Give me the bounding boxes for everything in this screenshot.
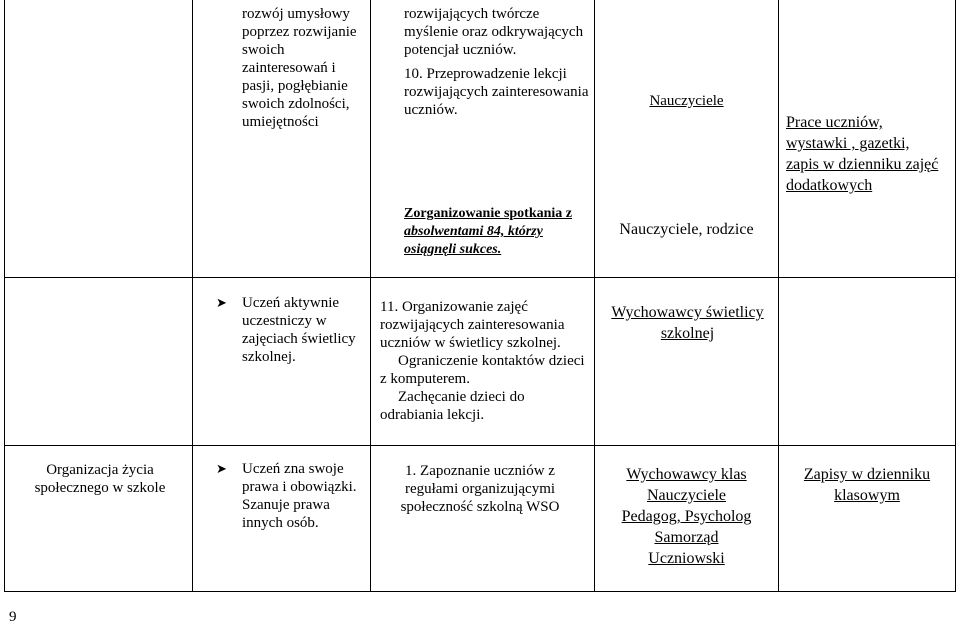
row3-col4-line3: Pedagog, Psycholog xyxy=(621,508,752,525)
row3-col2-text: Uczeń zna swoje prawa i obowiązki. Szanuje prawa innych osób. xyxy=(242,461,357,531)
table-border-bottom xyxy=(4,591,956,592)
row2-col3-a: 11. Organizowanie zajęć rozwijających zainteresowania uczniów w świetlicy szkolnej. xyxy=(380,299,565,351)
bullet-arrow-icon: ➤ xyxy=(216,295,227,310)
row3-col4-line4: Samorząd xyxy=(654,529,719,546)
row3-col4-line2: Nauczyciele xyxy=(646,487,727,504)
row3-col4-line5: Uczniowski xyxy=(648,550,725,567)
row1-col3-bold-cell xyxy=(404,205,589,259)
row1-col4-a: Nauczyciele xyxy=(649,93,724,109)
row1-col5: Prace uczniów, wystawki , gazetki, zapis w dzienniku zajęć dodatkowych xyxy=(786,114,939,194)
row3-col4 xyxy=(595,464,778,569)
row1-col3-item10: 10. Przeprowadzenie lekcji rozwijających zainteresowania uczniów. xyxy=(404,66,589,118)
row3-col4-line1: Wychowawcy klas xyxy=(626,466,747,483)
page-number: 9 xyxy=(9,609,17,625)
column-divider-4 xyxy=(778,0,779,592)
row3-col3: 1. Zapoznanie uczniów z regułami organizującymi społeczność szkolną WSO xyxy=(400,463,560,515)
row3-col1: Organizacja życia społecznego w szkole xyxy=(34,462,166,496)
column-divider-1 xyxy=(192,0,193,592)
row1-col3-top: rozwijających twórcze myślenie oraz odkrywających potencjał uczniów. xyxy=(404,6,584,58)
row1-col2-text: rozwój umysłowy poprzez rozwijanie swoich zainteresowań i pasji, pogłębianie swoich zdolności, umiejętności xyxy=(242,6,357,130)
row2-col4: Wychowawcy świetlicy szkolnej xyxy=(611,304,764,342)
row2-col3-b: Ograniczenie kontaktów dzieci z komputerem. xyxy=(380,353,585,387)
bullet-arrow-icon: ➤ xyxy=(216,461,227,476)
row2-col3-cell xyxy=(380,298,585,424)
row1-col4-b: Nauczyciele, rodzice xyxy=(619,221,754,238)
row2-col3-c: Zachęcanie dzieci do odrabiania lekcji. xyxy=(380,389,525,423)
table-border-left xyxy=(4,0,5,592)
row-divider-1 xyxy=(4,277,956,278)
row2-col2-text: Uczeń aktywnie uczestniczy w zajęciach świetlicy szkolnej. xyxy=(242,295,356,365)
row-divider-2 xyxy=(4,445,956,446)
table-border-right xyxy=(955,0,956,592)
row1-col3-bold: Zorganizowanie spotkania z xyxy=(404,206,573,221)
row1-col3-bolditalic: absolwentami 84, którzy osiągnęli sukces. xyxy=(404,224,543,257)
row3-col5: Zapisy w dzienniku klasowym xyxy=(803,466,931,504)
row1-col3-cell xyxy=(404,5,589,119)
